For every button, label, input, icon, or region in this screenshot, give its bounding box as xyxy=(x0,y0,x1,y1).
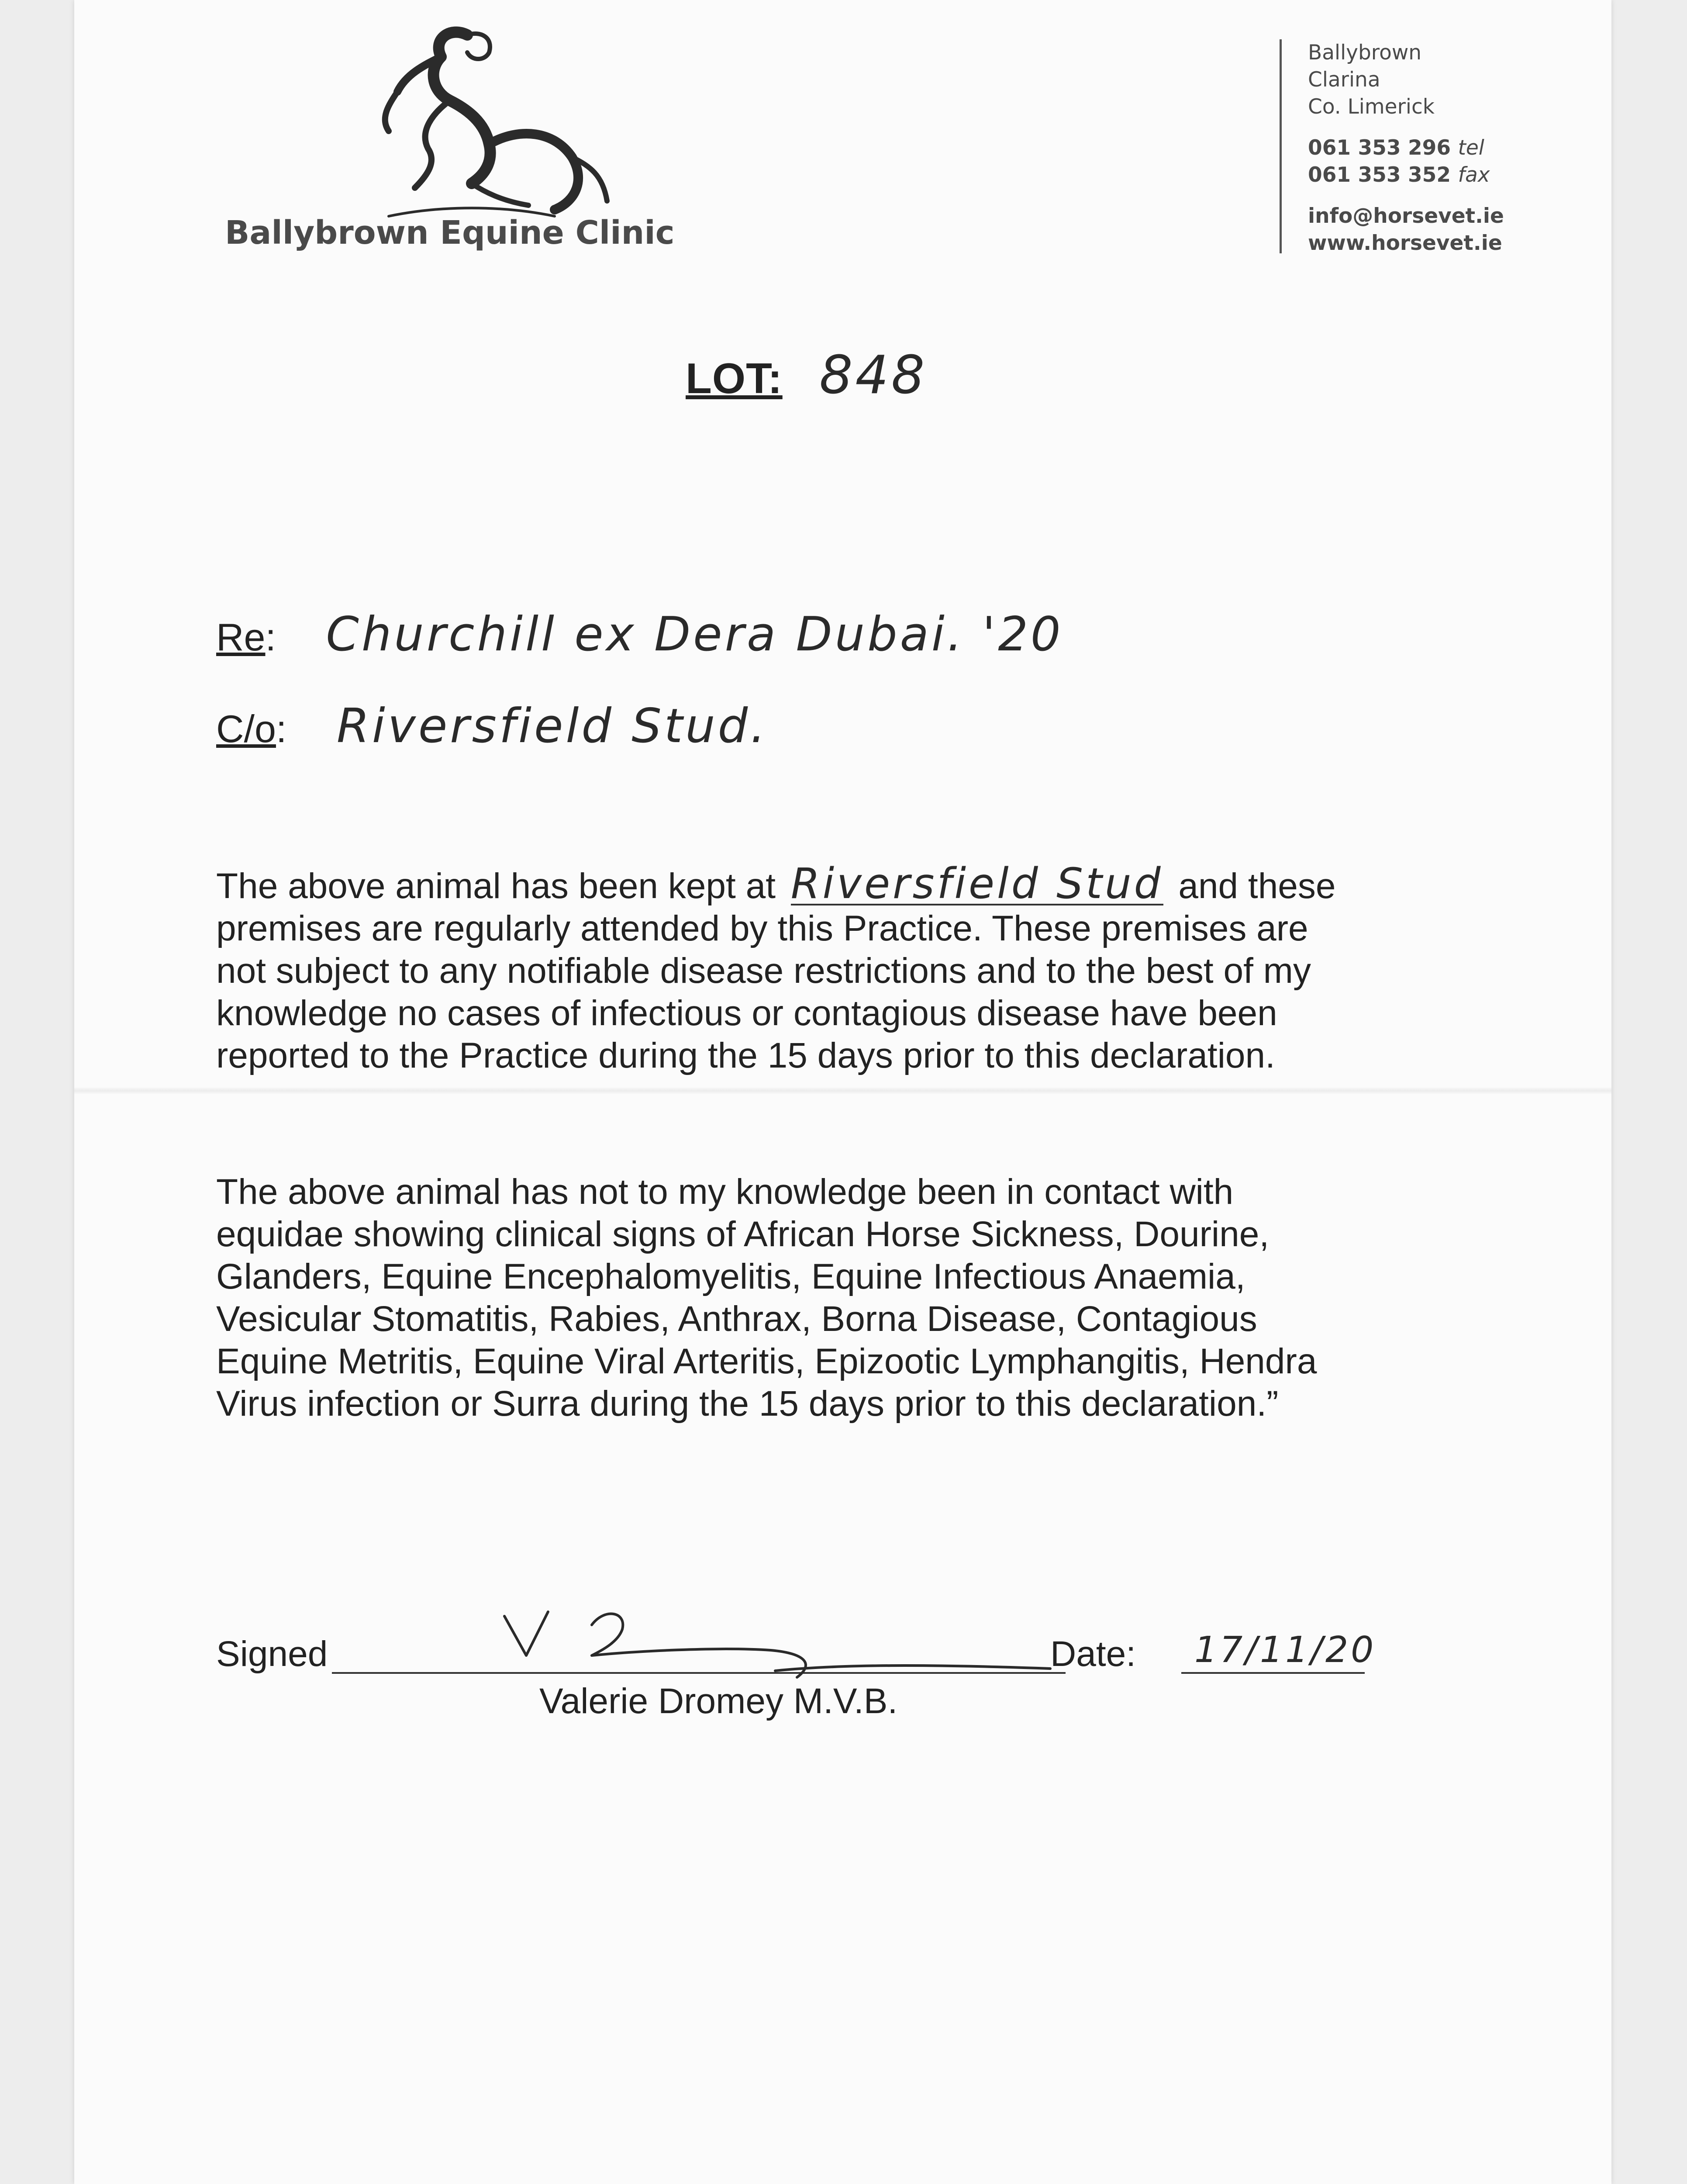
address-line-3: Co. Limerick xyxy=(1308,95,1435,119)
lot-label: LOT: xyxy=(686,354,783,402)
signed-label: Signed xyxy=(216,1634,328,1674)
re-label: Re xyxy=(216,615,266,659)
address-line-1: Ballybrown xyxy=(1308,41,1422,65)
paragraph-1-lead: The above animal has been kept at xyxy=(216,866,776,906)
kept-at-field xyxy=(790,859,1163,908)
fax-suffix: fax xyxy=(1458,163,1490,187)
signature-area xyxy=(216,1616,1526,1747)
contact-block xyxy=(1280,39,1504,253)
website-address: www.horsevet.ie xyxy=(1308,231,1502,255)
document-page xyxy=(74,0,1611,2184)
rearing-horse-logo-icon xyxy=(223,17,638,223)
co-value: Riversfield Stud. xyxy=(336,699,768,753)
kept-at-value: Riversfield Stud xyxy=(790,859,1163,908)
date-label: Date: xyxy=(1050,1634,1136,1674)
fax-line xyxy=(1308,162,1504,189)
clinic-name: Ballybrown Equine Clinic xyxy=(225,214,675,252)
re-row: Re: Churchill ex Dera Dubai. '20 xyxy=(216,607,1063,662)
email-address: info@horsevet.ie xyxy=(1308,204,1504,228)
declaration-paragraph-2 xyxy=(216,1171,1352,1425)
paragraph-2-text: The above animal has not to my knowledge been in contact with equidae showing clinical signs of African Horse Sickness, Dourine, Glanders, Equine Encephalomyelitis, Equine Infectious Anaemia, Vesicular Stomatitis, Rabies, Anthrax, Borna Disease, Contagious Equine Metritis, Equine Viral Arteritis, Epizootic Lymphangitis, Hendra Virus infection or Surra during the 15 days prior to this declaration.” xyxy=(216,1172,1317,1424)
co-label: C/o xyxy=(216,707,276,750)
telephone-line xyxy=(1308,135,1504,162)
paper-fold xyxy=(74,1088,1611,1094)
fax-number: 061 353 352 xyxy=(1308,163,1451,187)
telephone-suffix: tel xyxy=(1458,136,1484,160)
paragraph-1-rest: and these premises are regularly attended by this Practice. These premises are not subject to any notifiable disease restrictions and to the best of my knowledge no cases of infectious or contagious disease have been reported to the Practice during the 15 days prior to this declaration. xyxy=(216,866,1336,1075)
telephone-number: 061 353 296 xyxy=(1308,136,1451,160)
lot-row xyxy=(686,345,927,406)
date-line xyxy=(1181,1672,1365,1674)
co-row: C/o: Riversfield Stud. xyxy=(216,699,768,753)
re-value: Churchill ex Dera Dubai. '20 xyxy=(326,607,1063,662)
signatory-name: Valerie Dromey M.V.B. xyxy=(539,1681,898,1721)
address-line-2: Clarina xyxy=(1308,68,1380,92)
declaration-paragraph-1 xyxy=(216,859,1352,1077)
date-value: 17/11/20 xyxy=(1194,1629,1377,1671)
lot-value: 848 xyxy=(819,345,928,406)
